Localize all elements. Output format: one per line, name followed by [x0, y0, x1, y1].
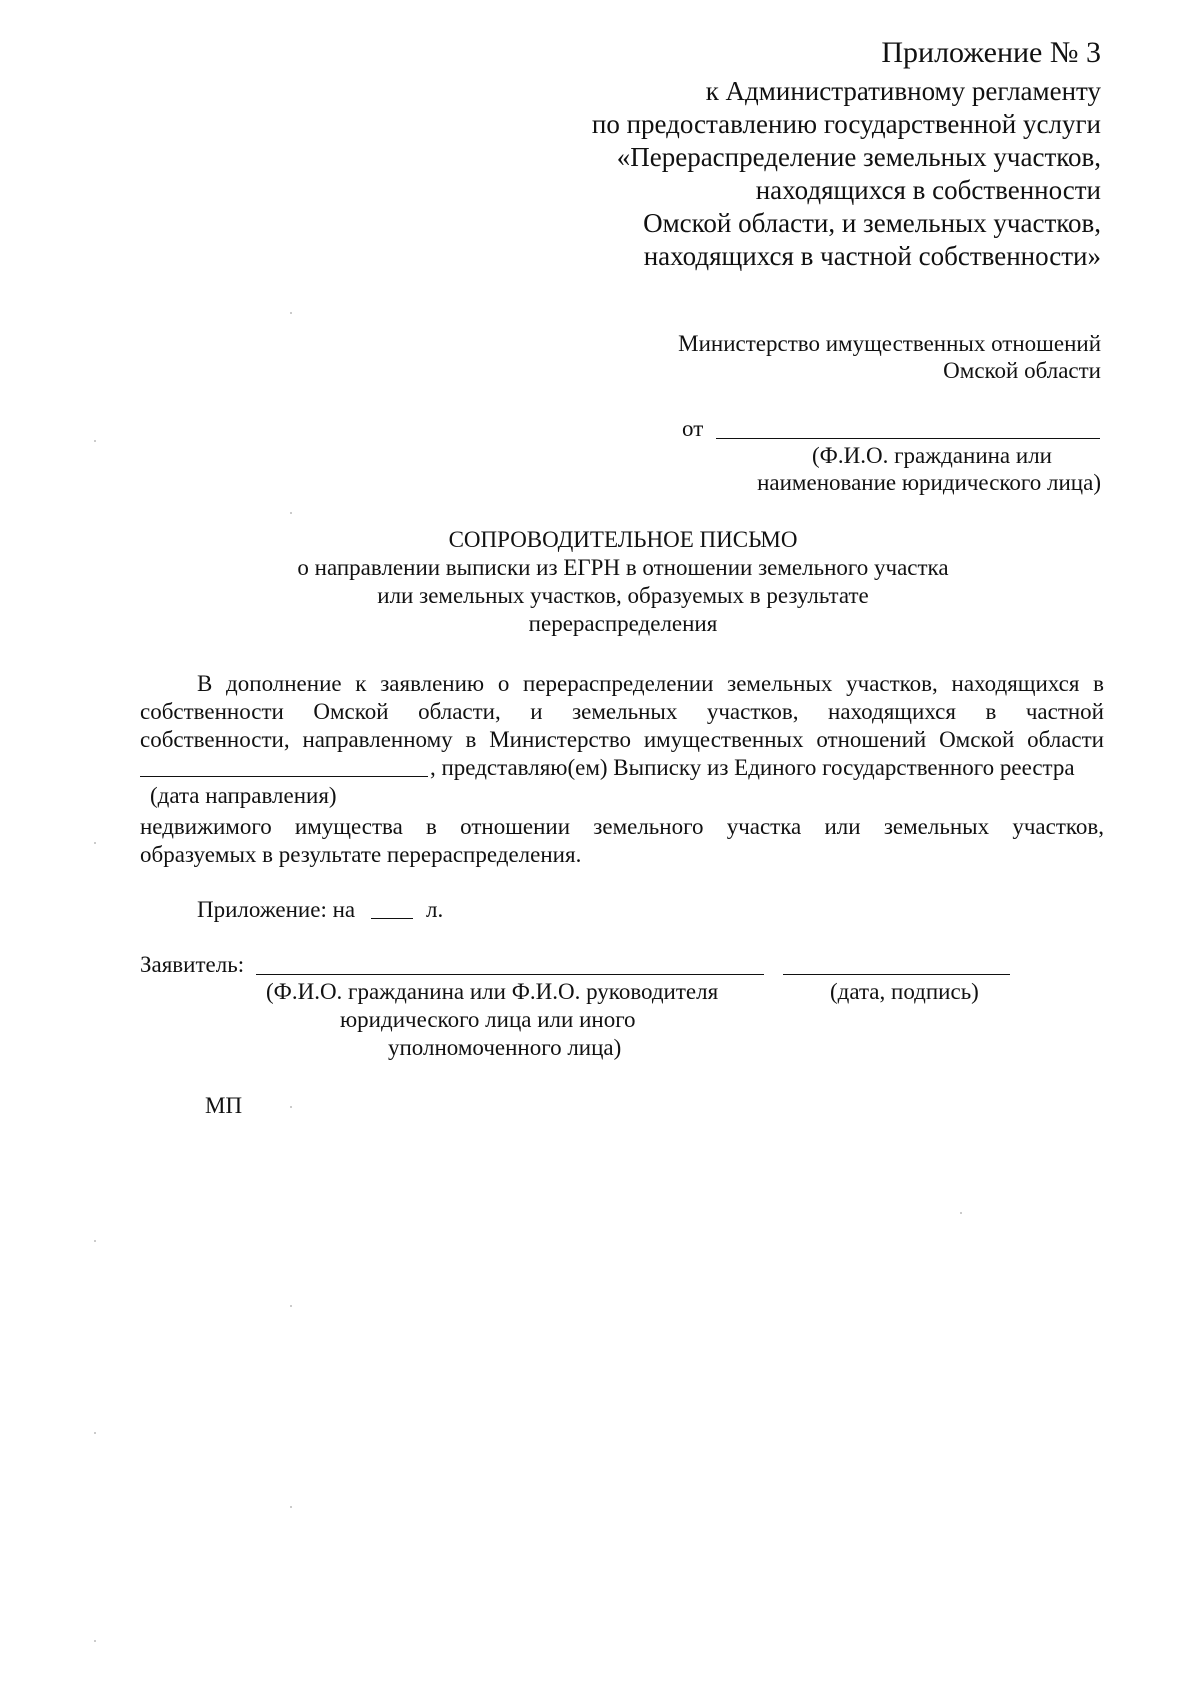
scan-speck [94, 440, 96, 442]
name-hint: уполномоченного лица) [388, 1035, 622, 1060]
body-text: собственности Омской области, и земельных участков, находящихся в частной [140, 699, 1104, 724]
scan-speck [290, 1305, 292, 1307]
scan-speck [290, 312, 292, 314]
appendix-line: находящихся в частной собственности» [643, 241, 1101, 271]
appendix-line: к Административному регламенту [705, 76, 1101, 106]
attachment-count-line [371, 918, 413, 919]
appendix-line: по предоставлению государственной услуги [591, 109, 1101, 139]
applicant-sign-line [783, 974, 1010, 975]
date-hint: (дата направления) [150, 783, 337, 808]
body-text: недвижимого имущества в отношении земельного участка или земельных участков, [140, 814, 1104, 839]
scan-speck [94, 1240, 96, 1242]
stamp-placeholder: МП [205, 1093, 243, 1118]
appendix-line: Омской области, и земельных участков, [643, 208, 1101, 238]
ministry-region: Омской области [943, 358, 1101, 383]
scan-speck [960, 1212, 962, 1214]
scan-speck [290, 1506, 292, 1508]
name-hint: юридического лица или иного [340, 1007, 636, 1032]
scan-speck [94, 1640, 96, 1642]
scan-speck [94, 842, 96, 844]
document-subtitle: или земельных участков, образуемых в результате [377, 583, 869, 608]
from-label: от [682, 416, 704, 441]
appendix-title: Приложение № 3 [881, 36, 1101, 69]
from-hint: наименование юридического лица) [757, 470, 1101, 495]
body-text: В дополнение к заявлению о перераспределении земельных участков, находящихся в [197, 671, 1104, 696]
ministry-name: Министерство имущественных отношений [678, 331, 1101, 356]
scan-speck [290, 1106, 292, 1108]
scan-speck [290, 512, 292, 514]
attachment-label: Приложение: на [197, 897, 356, 922]
applicant-label: Заявитель: [140, 952, 245, 977]
appendix-line: находящихся в собственности [755, 175, 1101, 205]
from-fill-line [716, 438, 1100, 439]
date-fill-line [140, 776, 428, 777]
document-subtitle: о направлении выписки из ЕГРН в отношении земельного участка [297, 555, 949, 580]
name-hint: (Ф.И.О. гражданина или Ф.И.О. руководителя [266, 979, 719, 1004]
attachment-suffix: л. [426, 897, 444, 922]
date-sign-hint: (дата, подпись) [830, 979, 979, 1004]
body-text: , представляю(ем) Выписку из Единого государственного реестра [430, 755, 1075, 780]
scan-speck [94, 1432, 96, 1434]
document-title: СОПРОВОДИТЕЛЬНОЕ ПИСЬМО [448, 527, 798, 552]
document-subtitle: перераспределения [528, 611, 718, 636]
from-hint: (Ф.И.О. гражданина или [812, 443, 1052, 468]
applicant-name-line [256, 974, 764, 975]
appendix-line: «Перераспределение земельных участков, [616, 142, 1101, 172]
body-text: образуемых в результате перераспределения. [140, 842, 582, 867]
body-text: собственности, направленному в Министерство имущественных отношений Омской области [140, 727, 1104, 752]
